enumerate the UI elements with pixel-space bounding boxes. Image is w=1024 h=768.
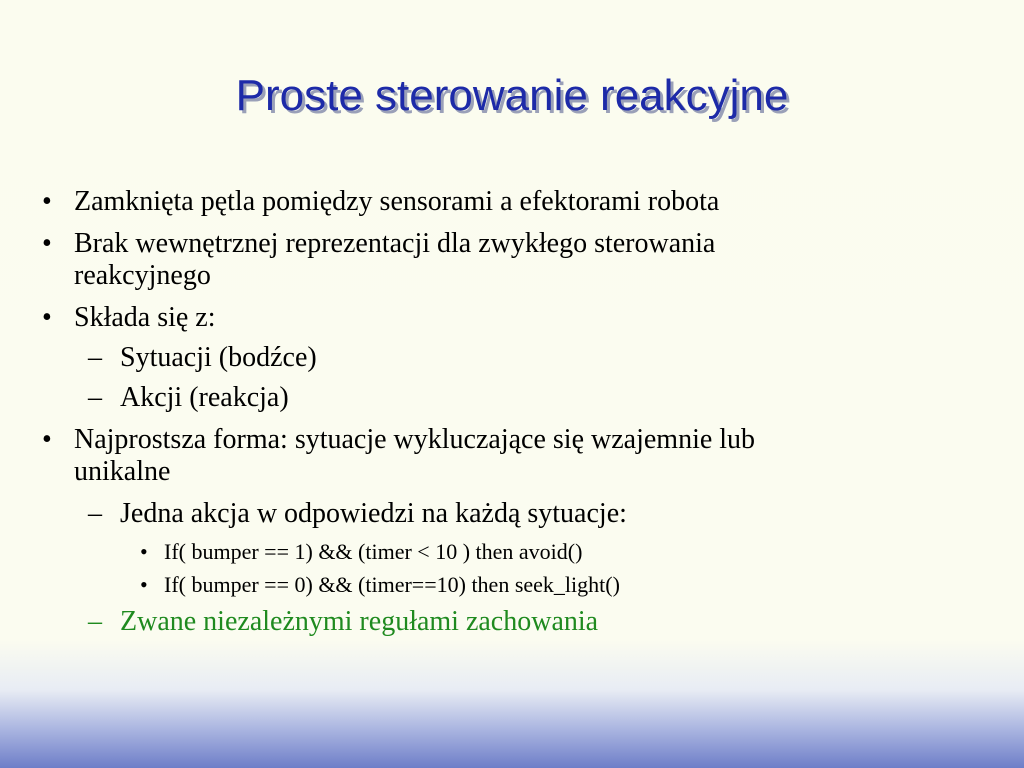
bullet-text-continuation: reakcyjnego — [74, 260, 211, 291]
bullet-marker: • — [42, 302, 52, 333]
bullet-text: Zamknięta pętla pomiędzy sensorami a efektorami robota — [74, 186, 720, 217]
dash-marker: – — [88, 382, 102, 413]
rule-text: If( bumper == 0) && (timer==10) then seek_light() — [164, 572, 620, 597]
bullet-text: Brak wewnętrznej reprezentacji dla zwykłego sterowania — [74, 228, 716, 259]
sub-item-text: Zwane niezależnymi regułami zachowania — [120, 606, 599, 637]
bullet-text-continuation: unikalne — [74, 456, 171, 487]
sub-item-text: Sytuacji (bodźce) — [120, 342, 317, 373]
bullet-marker: • — [42, 424, 52, 455]
bullet-marker: • — [42, 186, 52, 217]
bullet-marker: • — [42, 228, 52, 259]
dash-marker: – — [88, 342, 102, 373]
bullet-text: Najprostsza forma: sytuacje wykluczające się wzajemnie lub — [74, 424, 756, 455]
slide-title: Proste sterowanie reakcyjne — [235, 71, 789, 120]
bullet-marker: • — [140, 539, 148, 564]
bullet-marker: • — [140, 572, 148, 597]
sub-item-text: Jedna akcja w odpowiedzi na każdą sytuacje: — [120, 498, 627, 529]
bullet-text: Składa się z: — [74, 302, 216, 333]
dash-marker: – — [88, 498, 102, 529]
sub-item-text: Akcji (reakcja) — [120, 382, 289, 413]
rule-text: If( bumper == 1) && (timer < 10 ) then avoid() — [164, 539, 583, 564]
dash-marker: – — [88, 606, 102, 637]
